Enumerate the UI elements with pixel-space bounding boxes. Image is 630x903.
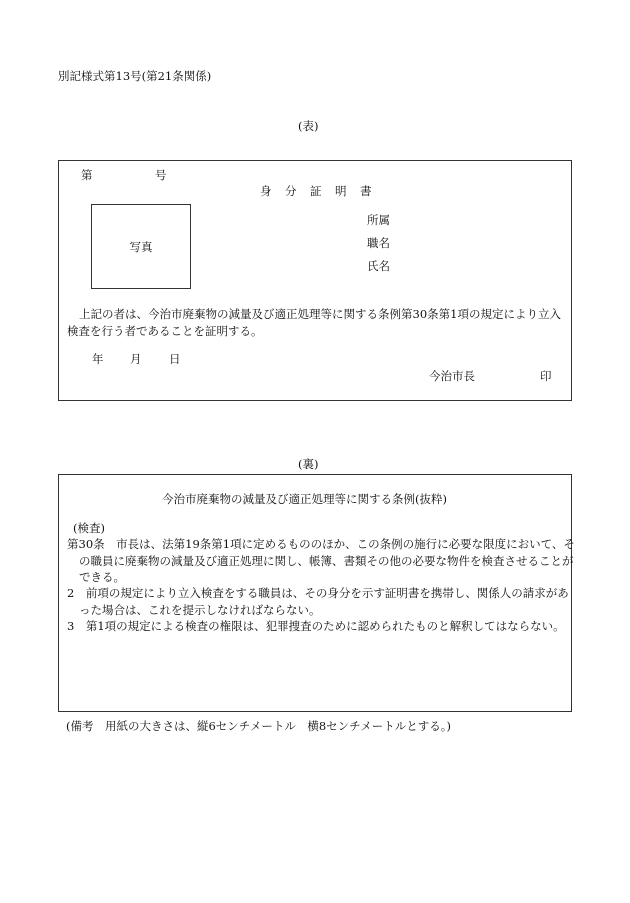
date-month: 月 [130,352,142,366]
photo-placeholder [91,204,191,289]
article-30-paragraph-2: 2 前項の規定により立入検査をする職員は、その身分を示す証明書を携帯し、関係人の請求があった場合は、これを提示しなければならない。 [67,586,569,617]
form-label: 別記様式第13号(第21条関係) [58,69,212,83]
remarks-note: (備考 用紙の大きさは、縦6センチメートル 横8センチメートルとする。) [66,719,451,733]
date-year: 年 [92,352,104,366]
back-side-label: (裏) [298,457,319,471]
field-position-label: 職名 [367,236,390,250]
field-name-label: 氏名 [367,259,390,273]
back-card [58,474,575,712]
article-30-paragraph-3: 3 第1項の規定による検査の権限は、犯罪捜査のために認められたものと解釈してはならない。 [67,619,565,633]
article-30-text: 第30条 市長は、法第19条第1項に定めるもののほか、この条例の施行に必要な限度において、その職員に廃棄物の減量及び適正処理に関し、帳簿、書類その他の必要な物件を検査させることができる。 [67,537,575,584]
issuer-name: 今治市長 [429,369,475,383]
field-affiliation-label: 所属 [367,213,390,227]
photo-label: 写真 [129,239,153,254]
certification-text: 上記の者は、今治市廃棄物の減量及び適正処理等に関する条例第30条第1項の規定により立入検査を行う者であることを証明する。 [67,307,561,338]
number-suffix: 号 [155,168,167,182]
ordinance-title: 今治市廃棄物の減量及び適正処理等に関する条例(抜粋) [162,492,447,506]
number-prefix: 第 [81,168,93,182]
front-side-label: (表) [298,119,319,133]
front-card [58,160,572,401]
section-heading: (検査) [73,521,105,535]
date-day: 日 [169,352,181,366]
seal-mark: 印 [540,369,552,383]
certificate-title: 身 分 証 明 書 [260,184,373,198]
